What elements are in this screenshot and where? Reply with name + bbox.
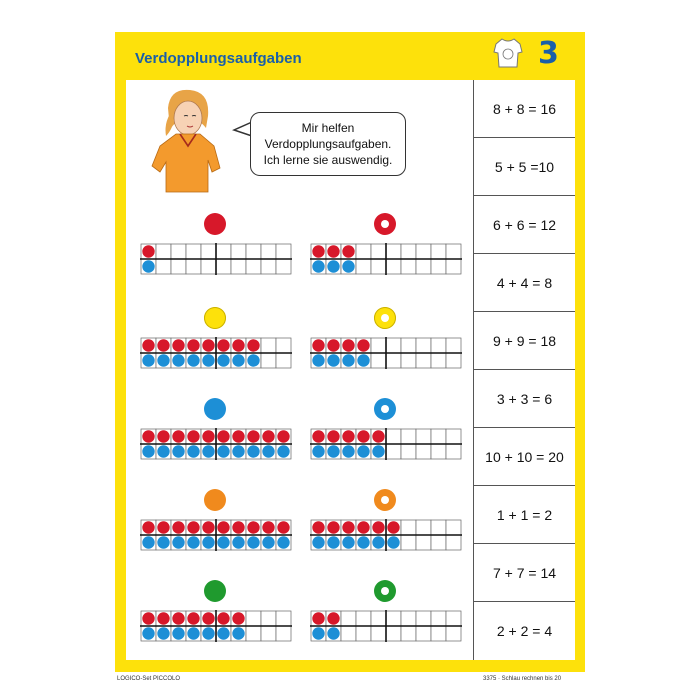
blue-counter [142, 260, 154, 272]
red-counter [372, 430, 384, 442]
blue-counter [247, 536, 259, 548]
red-counter [372, 521, 384, 533]
frame-cell [371, 259, 386, 274]
frame-cell [216, 259, 231, 274]
red-counter [342, 521, 354, 533]
red-counter [187, 521, 199, 533]
blue-counter [357, 536, 369, 548]
blue-counter [327, 536, 339, 548]
frame-cell [401, 626, 416, 641]
frame-cell [276, 244, 291, 259]
red-counter [172, 612, 184, 624]
red-counter [217, 430, 229, 442]
blue-counter [312, 445, 324, 457]
frame-cell [171, 244, 186, 259]
blue-counter [327, 260, 339, 272]
frame-cell [416, 429, 431, 444]
frame-cell [371, 244, 386, 259]
red-counter [327, 612, 339, 624]
counter-chip-ring [374, 307, 396, 329]
frame-cell [341, 611, 356, 626]
blue-counter [157, 536, 169, 548]
blue-counter [342, 445, 354, 457]
answer-card[interactable]: 4 + 4 = 8 [474, 254, 575, 312]
red-counter [312, 430, 324, 442]
frame-cell [416, 259, 431, 274]
blue-counter [247, 445, 259, 457]
frame-cell [386, 244, 401, 259]
red-counter [247, 521, 259, 533]
red-counter [142, 612, 154, 624]
red-counter [357, 430, 369, 442]
speech-line: Ich lerne sie auswendig. [263, 153, 393, 167]
frame-cell [446, 338, 461, 353]
blue-counter [372, 445, 384, 457]
twenty-frame [310, 428, 462, 460]
blue-counter [172, 627, 184, 639]
red-counter [172, 339, 184, 351]
red-counter [312, 339, 324, 351]
blue-counter [157, 445, 169, 457]
red-counter [142, 339, 154, 351]
red-counter [262, 430, 274, 442]
footer-product: 3375 · Schlau rechnen bis 20 [483, 676, 562, 682]
red-counter [217, 612, 229, 624]
blue-counter [187, 445, 199, 457]
frame-cell [371, 611, 386, 626]
frame-cell [276, 338, 291, 353]
frame-cell [431, 520, 446, 535]
blue-counter [262, 536, 274, 548]
twenty-frame [140, 428, 292, 460]
frame-cell [446, 259, 461, 274]
red-counter [247, 430, 259, 442]
answer-card[interactable]: 10 + 10 = 20 [474, 428, 575, 486]
frame-cell [231, 244, 246, 259]
red-counter [157, 612, 169, 624]
footer-series: LOGICO-Set PICCOLO [117, 676, 181, 682]
red-counter [387, 521, 399, 533]
frame-cell [246, 611, 261, 626]
red-counter [357, 521, 369, 533]
red-counter [217, 339, 229, 351]
red-counter [157, 339, 169, 351]
counter-chip [204, 307, 226, 329]
frame-cell [431, 259, 446, 274]
frame-cell [341, 626, 356, 641]
frame-cell [356, 259, 371, 274]
frame-cell [401, 259, 416, 274]
blue-counter [372, 536, 384, 548]
frame-cell [386, 444, 401, 459]
frame-cell [371, 338, 386, 353]
red-counter [172, 430, 184, 442]
blue-counter [142, 445, 154, 457]
blue-counter [202, 445, 214, 457]
girl-illustration [140, 88, 230, 198]
blue-counter [247, 354, 259, 366]
blue-counter [342, 260, 354, 272]
blue-counter [312, 536, 324, 548]
frame-cell [416, 338, 431, 353]
frame-cell [371, 353, 386, 368]
blue-counter [217, 445, 229, 457]
frame-cell [431, 338, 446, 353]
frame-cell [401, 611, 416, 626]
blue-counter [142, 354, 154, 366]
red-counter [342, 339, 354, 351]
red-counter [327, 521, 339, 533]
frame-cell [186, 259, 201, 274]
frame-cell [386, 611, 401, 626]
red-counter [202, 612, 214, 624]
red-counter [312, 612, 324, 624]
twenty-frame [310, 337, 462, 369]
red-counter [342, 430, 354, 442]
blue-counter [277, 536, 289, 548]
blue-counter [172, 445, 184, 457]
frame-cell [446, 444, 461, 459]
counter-chip-ring [374, 580, 396, 602]
blue-counter [157, 354, 169, 366]
frame-cell [386, 353, 401, 368]
frame-cell [231, 259, 246, 274]
blue-counter [172, 354, 184, 366]
answer-card[interactable]: 8 + 8 = 16 [474, 80, 575, 138]
frame-cell [401, 353, 416, 368]
blue-counter [187, 627, 199, 639]
frame-cell [371, 626, 386, 641]
frame-cell [401, 520, 416, 535]
frame-cell [431, 535, 446, 550]
blue-counter [232, 627, 244, 639]
twenty-frame [140, 519, 292, 551]
red-counter [157, 430, 169, 442]
red-counter [232, 521, 244, 533]
blue-counter [217, 354, 229, 366]
frame-cell [446, 520, 461, 535]
red-counter [277, 521, 289, 533]
blue-counter [312, 260, 324, 272]
red-counter [312, 521, 324, 533]
frame-cell [401, 444, 416, 459]
counter-chip [204, 398, 226, 420]
speech-line: Verdopplungsaufgaben. [264, 137, 392, 151]
red-counter [172, 521, 184, 533]
frame-cell [386, 259, 401, 274]
frame-cell [401, 535, 416, 550]
counter-chip [204, 213, 226, 235]
red-counter [142, 521, 154, 533]
answer-card[interactable]: 9 + 9 = 18 [474, 312, 575, 370]
red-counter [217, 521, 229, 533]
answer-card[interactable]: 1 + 1 = 2 [474, 486, 575, 544]
blue-counter [217, 536, 229, 548]
frame-cell [416, 244, 431, 259]
frame-cell [356, 244, 371, 259]
blue-counter [232, 354, 244, 366]
frame-cell [386, 338, 401, 353]
frame-cell [401, 244, 416, 259]
blue-counter [342, 354, 354, 366]
blue-counter [187, 536, 199, 548]
frame-cell [416, 520, 431, 535]
frame-cell [276, 611, 291, 626]
frame-cell [416, 611, 431, 626]
frame-cell [446, 244, 461, 259]
frame-cell [261, 244, 276, 259]
frame-cell [261, 338, 276, 353]
blue-counter [357, 354, 369, 366]
blue-counter [327, 445, 339, 457]
frame-cell [386, 626, 401, 641]
frame-cell [216, 244, 231, 259]
blue-counter [187, 354, 199, 366]
counter-chip [204, 580, 226, 602]
frame-cell [276, 353, 291, 368]
red-counter [187, 612, 199, 624]
blue-counter [202, 536, 214, 548]
frame-cell [261, 259, 276, 274]
blue-counter [327, 354, 339, 366]
twenty-frame [140, 243, 292, 275]
frame-cell [386, 429, 401, 444]
blue-counter [232, 445, 244, 457]
red-counter [157, 521, 169, 533]
frame-cell [446, 353, 461, 368]
red-counter [202, 339, 214, 351]
frame-cell [431, 611, 446, 626]
frame-cell [401, 429, 416, 444]
twenty-frame [310, 519, 462, 551]
twenty-frame [310, 243, 462, 275]
frame-cell [446, 611, 461, 626]
frame-cell [446, 535, 461, 550]
blue-counter [262, 445, 274, 457]
frame-cell [431, 626, 446, 641]
red-counter [187, 339, 199, 351]
blue-counter [217, 627, 229, 639]
frame-cell [201, 244, 216, 259]
blue-counter [172, 536, 184, 548]
red-counter [232, 612, 244, 624]
blue-counter [142, 627, 154, 639]
answer-card[interactable]: 6 + 6 = 12 [474, 196, 575, 254]
blue-counter [342, 536, 354, 548]
red-counter [187, 430, 199, 442]
frame-cell [276, 259, 291, 274]
frame-cell [431, 444, 446, 459]
page-title: Verdopplungsaufgaben [135, 50, 302, 67]
red-counter [247, 339, 259, 351]
counter-chip-ring [374, 213, 396, 235]
red-counter [232, 430, 244, 442]
frame-cell [261, 611, 276, 626]
twenty-frame [140, 610, 292, 642]
answer-card[interactable]: 3 + 3 = 6 [474, 370, 575, 428]
answer-card[interactable]: 2 + 2 = 4 [496, 623, 553, 639]
red-counter [327, 339, 339, 351]
frame-cell [186, 244, 201, 259]
frame-cell [416, 626, 431, 641]
answer-card[interactable]: 5 + 5 =10 [474, 138, 575, 196]
frame-cell [171, 259, 186, 274]
frame-cell [431, 244, 446, 259]
red-counter [312, 245, 324, 257]
frame-cell [246, 259, 261, 274]
frame-cell [156, 259, 171, 274]
answer-card[interactable]: 7 + 7 = 14 [474, 544, 575, 602]
red-counter [342, 245, 354, 257]
red-counter [327, 245, 339, 257]
frame-cell [276, 626, 291, 641]
frame-cell [156, 244, 171, 259]
frame-cell [246, 244, 261, 259]
frame-cell [261, 353, 276, 368]
red-counter [202, 430, 214, 442]
red-counter [142, 430, 154, 442]
counter-chip-ring [374, 398, 396, 420]
frame-cell [356, 626, 371, 641]
frame-cell [431, 353, 446, 368]
blue-counter [387, 536, 399, 548]
blue-counter [202, 627, 214, 639]
red-counter [277, 430, 289, 442]
blue-counter [277, 445, 289, 457]
frame-cell [356, 611, 371, 626]
frame-cell [261, 626, 276, 641]
page-number: 3 [538, 36, 559, 71]
frame-cell [246, 626, 261, 641]
frame-cell [446, 626, 461, 641]
speech-bubble [250, 112, 406, 176]
blue-counter [142, 536, 154, 548]
counter-chip [204, 489, 226, 511]
red-counter [262, 521, 274, 533]
frame-cell [431, 429, 446, 444]
frame-cell [416, 353, 431, 368]
red-counter [202, 521, 214, 533]
shirt-icon [493, 36, 523, 70]
red-counter [142, 245, 154, 257]
counter-chip-ring [374, 489, 396, 511]
frame-cell [201, 259, 216, 274]
frame-cell [446, 429, 461, 444]
blue-counter [157, 627, 169, 639]
twenty-frame [140, 337, 292, 369]
frame-cell [401, 338, 416, 353]
blue-counter [312, 627, 324, 639]
blue-counter [327, 627, 339, 639]
twenty-frame [310, 610, 462, 642]
frame-cell [416, 444, 431, 459]
speech-line: Mir helfen [301, 121, 355, 135]
blue-counter [357, 445, 369, 457]
blue-counter [232, 536, 244, 548]
red-counter [327, 430, 339, 442]
answer-column [473, 80, 575, 660]
red-counter [232, 339, 244, 351]
blue-counter [312, 354, 324, 366]
frame-cell [416, 535, 431, 550]
blue-counter [202, 354, 214, 366]
red-counter [357, 339, 369, 351]
